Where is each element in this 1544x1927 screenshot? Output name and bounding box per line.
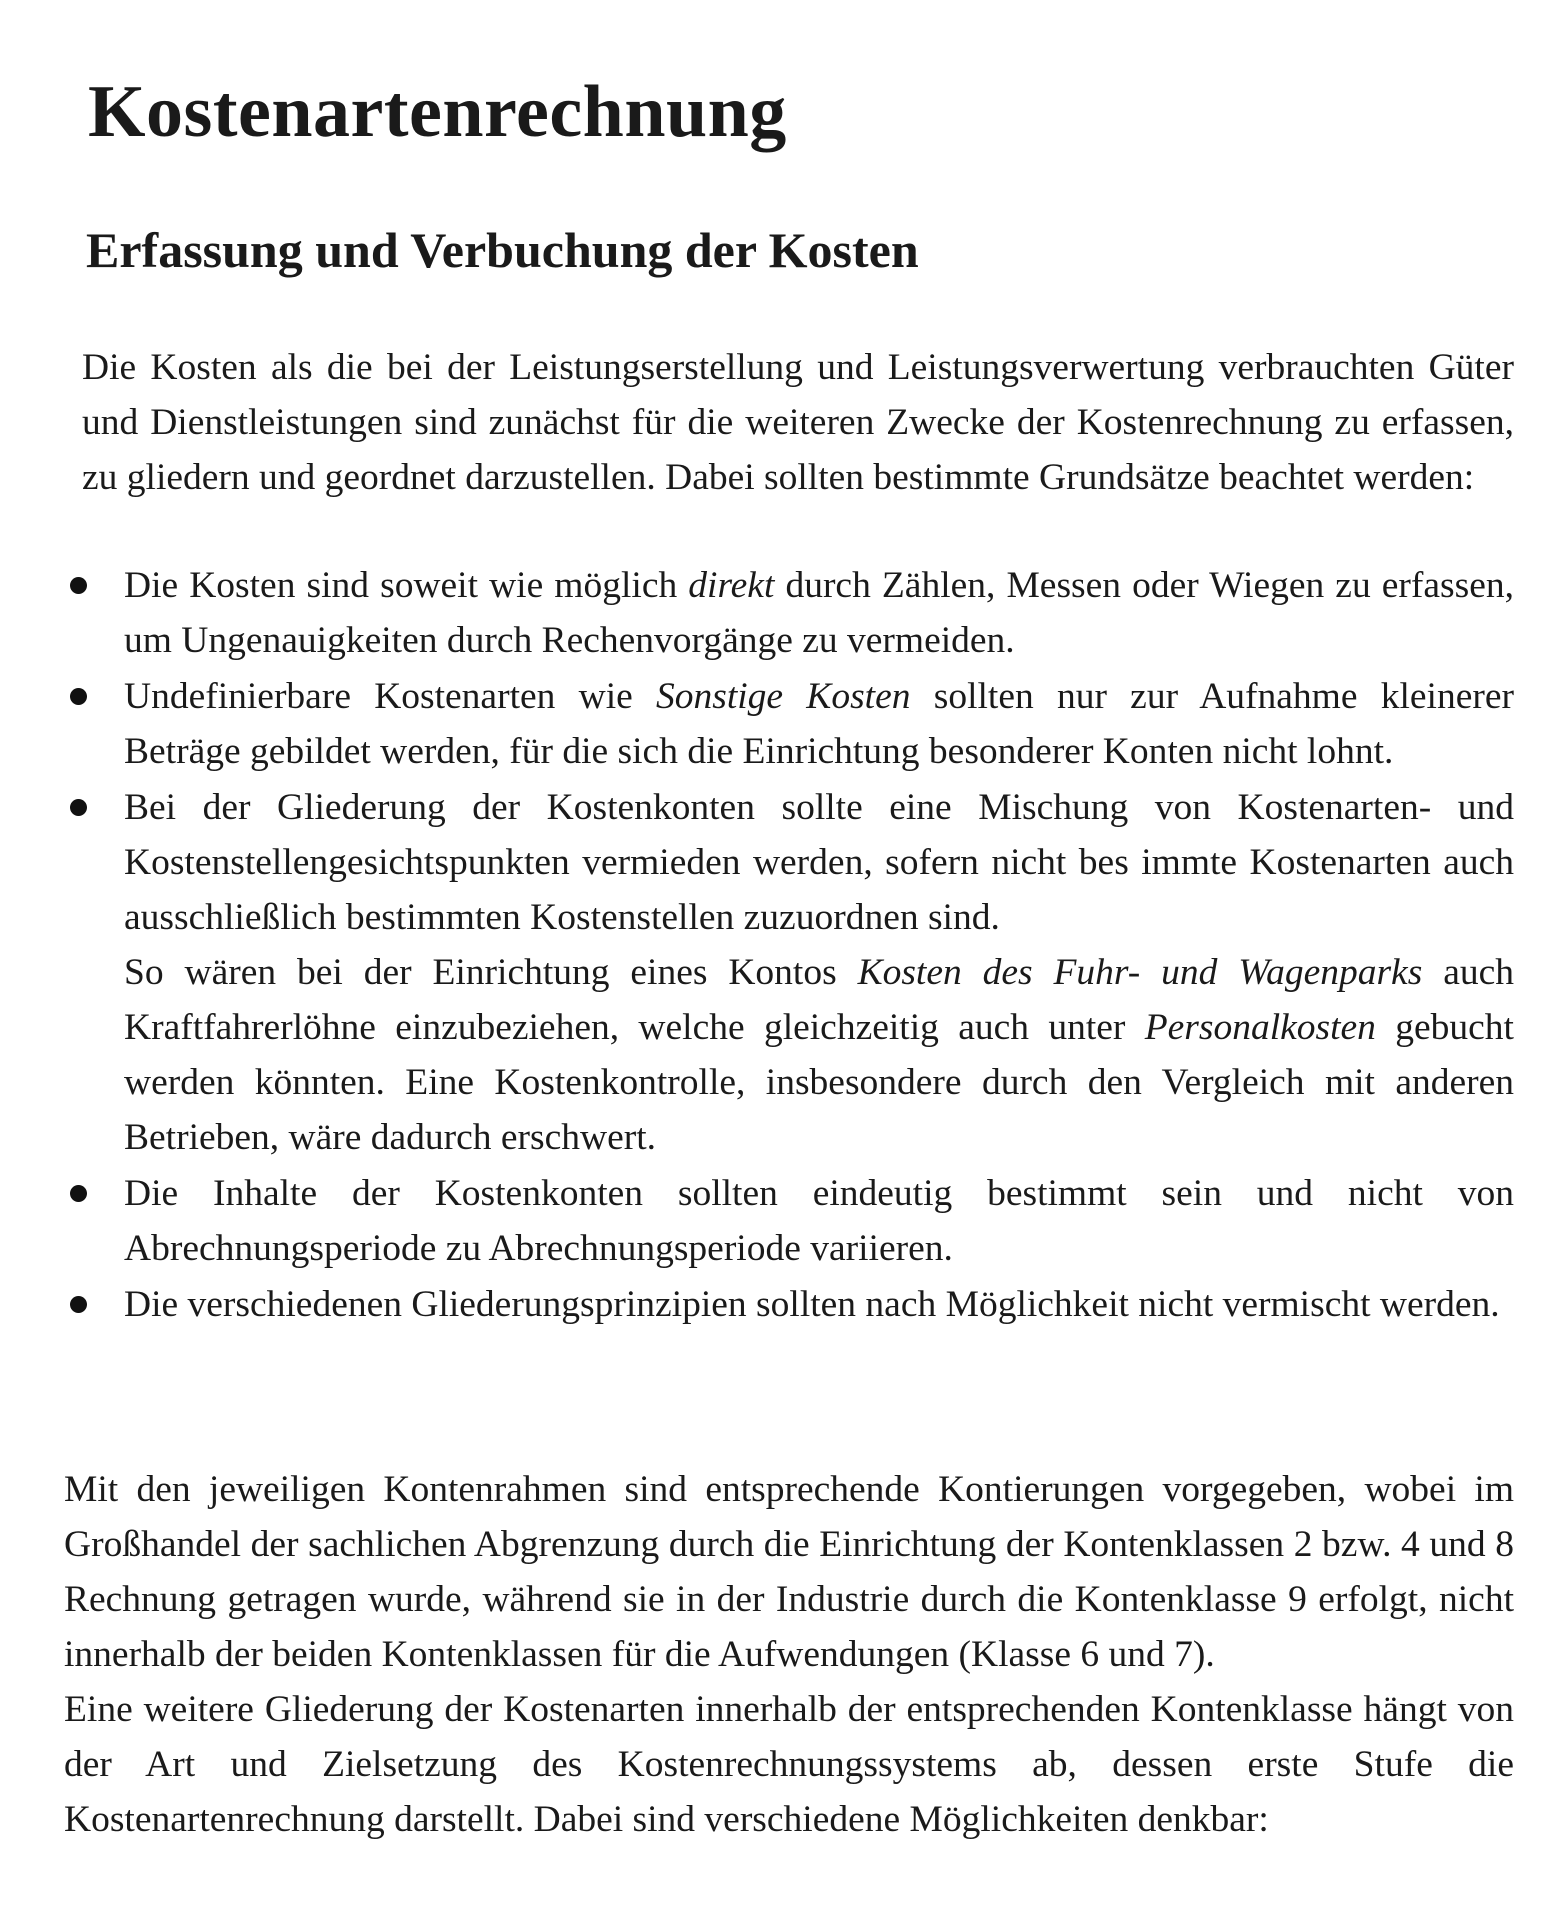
bullet-icon — [70, 1296, 87, 1313]
emphasis-text: Sonstige Kosten — [656, 676, 911, 717]
emphasis-text: direkt — [688, 565, 775, 606]
page-title: Kostenartenrechnung — [88, 71, 787, 153]
list-item — [66, 1166, 1514, 1276]
closing-paragraph-1: Mit den jeweiligen Kontenrahmen sind entsprechende Kontierungen vorgegeben, wobei im Großhandel der sachlichen Abgrenzung durch die Einrichtung der Kontenklassen 2 bzw. 4 und 8 Rechnung getragen wurde, während sie in der Industrie durch die Kontenklasse 9 erfolgt, nicht innerhalb der beiden Kontenklassen für die Aufwendungen (Klasse 6 und 7). — [64, 1469, 1514, 1675]
bullet-icon — [70, 1185, 87, 1202]
bullet-icon — [70, 799, 87, 816]
intro-paragraph: Die Kosten als die bei der Leistungserstellung und Leistungsverwertung verbrauchten Güter und Dienstleistungen sind zunächst für die weiteren Zwecke der Kostenrechnung zu erfassen, zu gliedern und geordnet darzustellen. Dabei sollten bestimmte Grundsätze beachtet werden: — [82, 347, 1514, 498]
emphasis-text: Personalkosten — [1144, 1007, 1376, 1048]
list-item — [66, 669, 1514, 779]
closing-paragraph-2: Eine weitere Gliederung der Kostenarten innerhalb der entsprechenden Kontenklasse hängt von der Art und Zielsetzung des Kostenrechnungssystems ab, dessen erste Stufe die Kostenartenrechnung darstellt. Dabei sind verschiedene Möglichkeiten denkbar: — [64, 1689, 1514, 1840]
emphasis-text: Kosten des Fuhr- und Wagenparks — [857, 952, 1423, 993]
bullet-icon — [70, 688, 87, 705]
list-item — [66, 558, 1514, 668]
list-item-text: Bei der Gliederung der Kostenkonten sollte eine Mischung von Kostenarten- und Kostenstellengesichtspunkten vermieden werden, sofern nicht bes immte Kostenarten auch ausschließlich bestimmten Kostenstellen zuzuordnen sind. — [124, 787, 1514, 938]
section-heading: Erfassung und Verbuchung der Kosten — [86, 222, 919, 278]
list-item — [66, 780, 1514, 1165]
list-item-text: Die Inhalte der Kostenkonten sollten eindeutig bestimmt sein und nicht von Abrechnungsperiode zu Abrechnungsperiode variieren. — [124, 1173, 1514, 1269]
bullet-icon — [70, 577, 87, 594]
list-item-text: Die Kosten sind soweit wie möglich direkt durch Zählen, Messen oder Wiegen zu erfassen, um Ungenauigkeiten durch Rechenvorgänge zu vermeiden. — [124, 565, 1514, 661]
list-item-text: Undefinierbare Kostenarten wie Sonstige Kosten sollten nur zur Aufnahme kleinerer Beträge gebildet werden, für die sich die Einrichtung besonderer Konten nicht lohnt. — [124, 676, 1514, 772]
list-item — [66, 1277, 1514, 1332]
closing-section — [64, 1462, 1514, 1847]
list-item-continuation: So wären bei der Einrichtung eines Kontos Kosten des Fuhr- und Wagenparks auch Kraftfahrerlöhne einzubeziehen, welche gleichzeitig auch unter Personalkosten gebucht werden könnten. Eine Kostenkontrolle, insbesondere durch den Vergleich mit anderen Betrieben, wäre dadurch erschwert. — [124, 952, 1514, 1158]
principles-list — [66, 558, 1514, 1333]
list-item-text: Die verschiedenen Gliederungsprinzipien sollten nach Möglichkeit nicht vermischt werden. — [124, 1284, 1500, 1325]
